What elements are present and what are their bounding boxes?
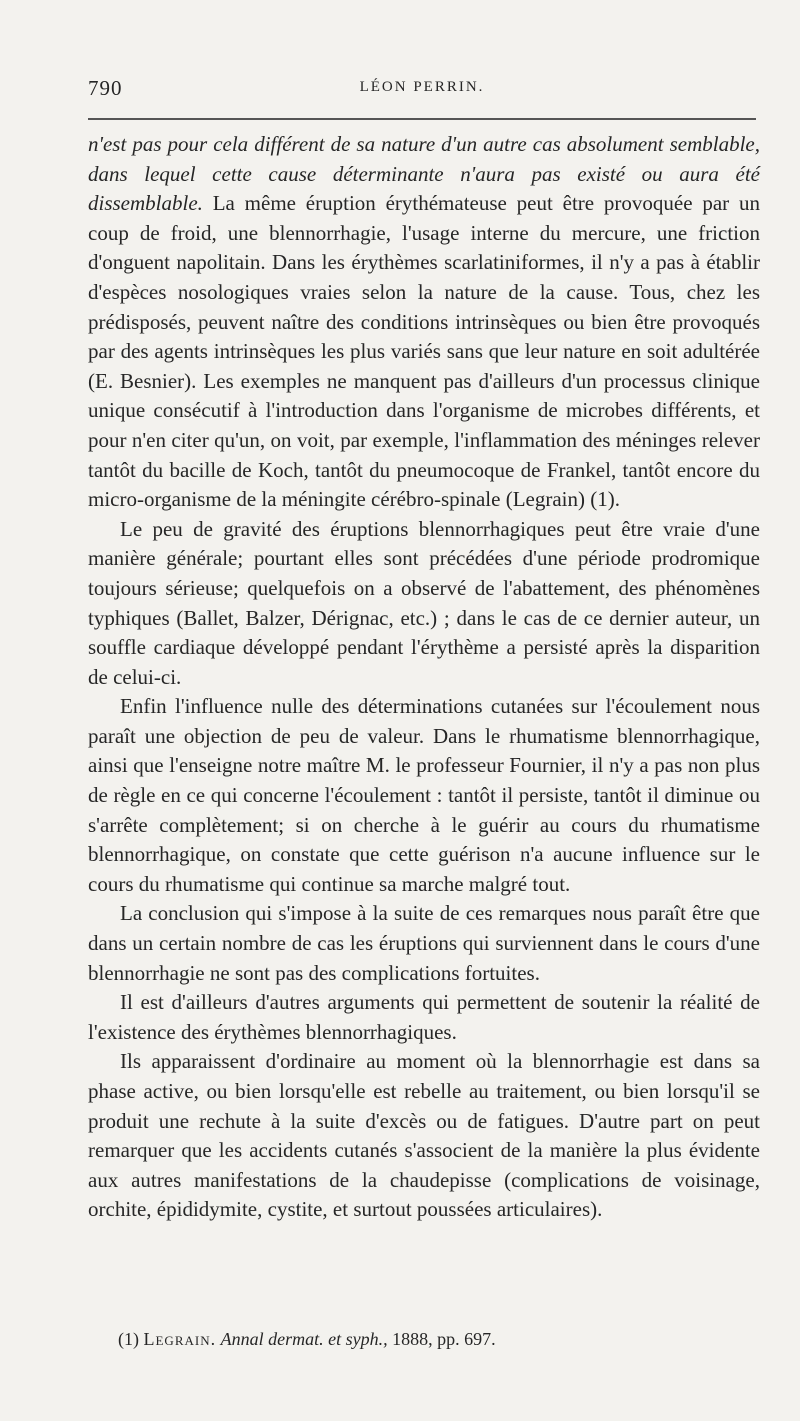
footnote-marker: (1) (118, 1329, 144, 1349)
page-header (88, 76, 756, 104)
body-text (88, 130, 760, 1225)
footnote-reference: 1888, pp. 697. (387, 1329, 496, 1349)
footnote (118, 1327, 756, 1351)
paragraph (88, 130, 760, 515)
italic-passage: n'est pas pour cela différent de sa nature d'un autre cas absolument semblable, dans lequel cette cause déterminante n'aura pas existé ou aura été dissemblable. (88, 132, 760, 216)
header-rule (88, 118, 756, 120)
paragraph: Enfin l'influence nulle des déterminations cutanées sur l'écoulement nous paraît une objection de peu de valeur. Dans le rhumatisme blennorrhagique, ainsi que l'enseigne notre maître M. le professeur Fournier, il n'y a pas non plus de règle en ce qui concerne l'écoulement : tantôt il persiste, tantôt il diminue ou s'arrête complètement; si on cherche à le guérir au cours du rhumatisme blennorrhagique, on constate que cette guérison n'a aucune influence sur le cours du rhumatisme qui continue sa marche malgré tout. (88, 694, 760, 896)
paragraph: Il est d'ailleurs d'autres arguments qui permettent de soutenir la réalité de l'existence des érythèmes blennorrhagiques. (88, 990, 760, 1044)
footnote-author: Legrain. (143, 1329, 217, 1349)
running-head: LÉON PERRIN. (359, 79, 485, 95)
paragraph: Ils apparaissent d'ordinaire au moment où la blennorrhagie est dans sa phase active, ou bien lorsqu'elle est rebelle au traitement, ou bien lorsqu'il se produit une rechute à la suite d'excès ou de fatigues. D'autre part on peut remarquer que les accidents cutanés s'associent de la manière la plus évidente aux autres manifestations de la chaudepisse (complications de voisinage, orchite, épididymite, cystite, et surtout poussées articulaires). (88, 1049, 760, 1222)
page-number: 790 (88, 76, 123, 100)
paragraph: La conclusion qui s'impose à la suite de ces remarques nous paraît être que dans un certain nombre de cas les éruptions qui surviennent dans le cours d'une blennorrhagie ne sont pas des complications fortuites. (88, 901, 760, 985)
footnote-journal: Annal dermat. et syph., (220, 1329, 388, 1349)
paragraph: Le peu de gravité des éruptions blennorrhagiques peut être vraie d'une manière générale; pourtant elles sont précédées d'une période prodromique toujours sérieuse; quelquefois on a observé de l'abattement, des phénomènes typhiques (Ballet, Balzer, Dérignac, etc.) ; dans le cas de ce dernier auteur, un souffle cardiaque développé pendant l'érythème a persisté après la disparition de celui-ci. (88, 516, 760, 689)
paragraph-text: La même éruption érythémateuse peut être provoquée par un coup de froid, une blennorrhagie, l'usage interne du mercure, une friction d'onguent napolitain. Dans les érythèmes scarlatiniformes, il n'y a pas à établir d'espèces nosologiques vraies selon la nature de la cause. Tous, chez les prédisposés, peuvent naître des conditions intrinsèques ou bien être provoqués par des agents intrinsèques les plus variés sans que leur nature en soit adultérée (E. Besnier). Les exemples ne manquent pas d'ailleurs d'un processus clinique unique consécutif à l'introduction dans l'organisme de microbes différents, et pour n'en citer qu'un, on voit, par exemple, l'inflammation des méninges relever tantôt du bacille de Koch, tantôt du pneumocoque de Frankel, tantôt encore du micro-organisme de la méningite cérébro-spinale (Legrain) (1). (88, 191, 760, 512)
